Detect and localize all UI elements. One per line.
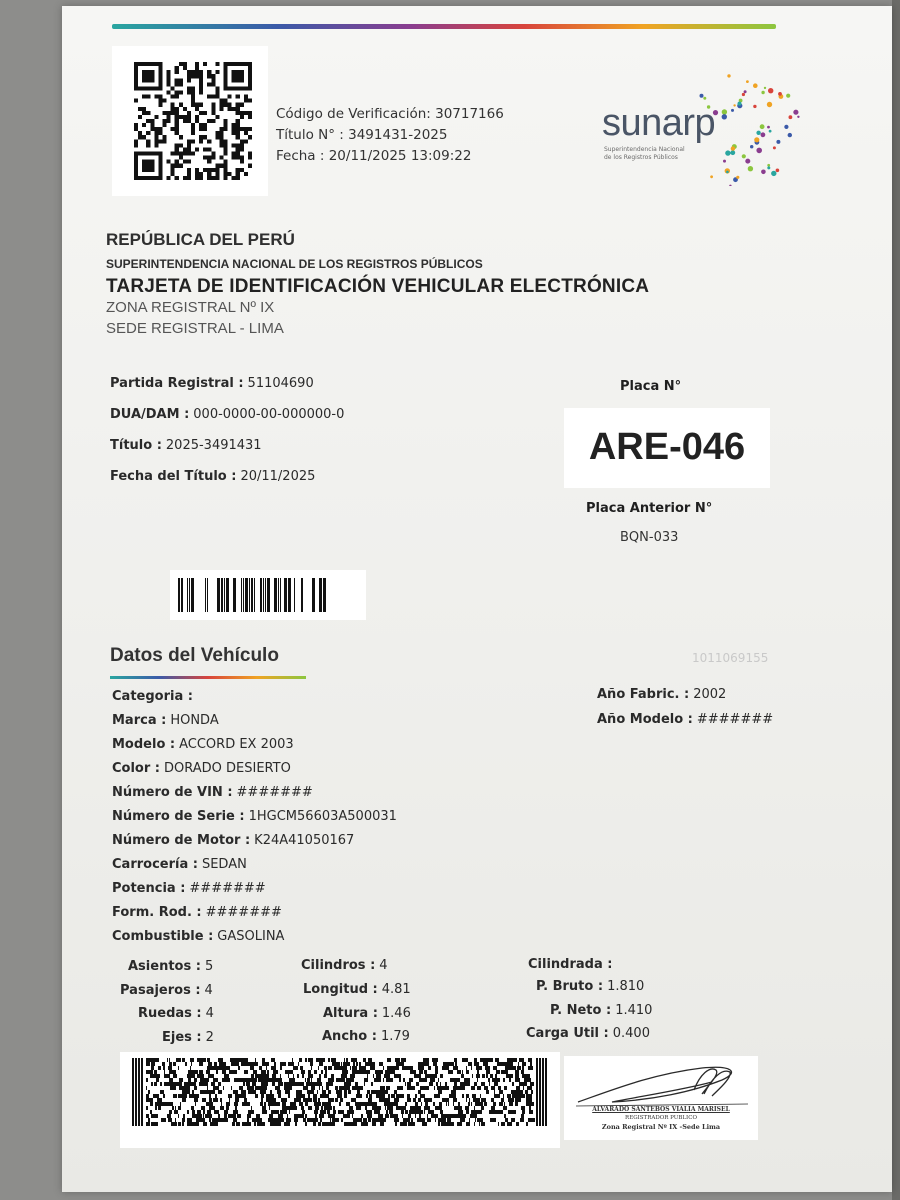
header-tarjeta: TARJETA DE IDENTIFICACIÓN VEHICULAR ELECTRÓNICA bbox=[106, 276, 650, 297]
peso-neto: P. Neto : 1.410 bbox=[550, 1003, 653, 1018]
ruedas: Ruedas : 4 bbox=[138, 1006, 214, 1021]
marca: Marca : HONDA bbox=[112, 713, 219, 728]
sunarp-logo bbox=[590, 66, 800, 186]
header-zona: ZONA REGISTRAL Nº IX bbox=[106, 299, 275, 316]
signature-zona: Zona Registral Nº IX -Sede Lima bbox=[601, 1123, 721, 1131]
placa-number: ARE-046 bbox=[588, 426, 746, 468]
longitud: Longitud : 4.81 bbox=[303, 982, 411, 997]
dua-dam: DUA/DAM : 000-0000-00-000000-0 bbox=[110, 407, 345, 422]
sunarp-logo-subtitle: Superintendencia Nacional de los Registros Públicos bbox=[604, 146, 685, 161]
potencia: Potencia : ####### bbox=[112, 881, 266, 896]
peso-bruto: P. Bruto : 1.810 bbox=[536, 979, 645, 994]
placa-anterior-value: BQN-033 bbox=[620, 530, 679, 545]
barcode-icon bbox=[178, 578, 326, 612]
signature-name: ALVARADO SANTEBOS VIALIA MARISEL bbox=[592, 1106, 730, 1113]
anio-modelo: Año Modelo : ####### bbox=[597, 712, 774, 727]
modelo: Modelo : ACCORD EX 2003 bbox=[112, 737, 294, 752]
asientos: Asientos : 5 bbox=[128, 959, 214, 974]
color: Color : DORADO DESIERTO bbox=[112, 761, 291, 776]
titulo: Título : 2025-3491431 bbox=[110, 438, 262, 453]
header-superintendencia: SUPERINTENDENCIA NACIONAL DE LOS REGISTROS PÚBLICOS bbox=[106, 257, 483, 271]
header-sede: SEDE REGISTRAL - LIMA bbox=[106, 320, 284, 337]
numero-motor: Número de Motor : K24A41050167 bbox=[112, 833, 355, 848]
categoria: Categoria : bbox=[112, 689, 193, 704]
ejes: Ejes : 2 bbox=[162, 1030, 214, 1045]
pasajeros: Pasajeros : 4 bbox=[120, 983, 213, 998]
combustible: Combustible : GASOLINA bbox=[112, 929, 285, 944]
pdf417-barcode-icon bbox=[132, 1058, 548, 1126]
placa-label: Placa N° bbox=[620, 379, 682, 394]
cilindros: Cilindros : 4 bbox=[301, 958, 388, 973]
placa-box bbox=[564, 408, 770, 488]
sunarp-logo-text: sunarp bbox=[602, 102, 716, 144]
placa-anterior-label: Placa Anterior N° bbox=[586, 501, 713, 516]
numero-vin: Número de VIN : ####### bbox=[112, 785, 313, 800]
form-rod: Form. Rod. : ####### bbox=[112, 905, 282, 920]
verification-code: Código de Verificación: 30717166 bbox=[276, 106, 504, 122]
carroceria: Carrocería : SEDAN bbox=[112, 857, 247, 872]
verification-fecha: Fecha : 20/11/2025 13:09:22 bbox=[276, 148, 472, 164]
partida-registral: Partida Registral : 51104690 bbox=[110, 376, 314, 391]
carga-util: Carga Util : 0.400 bbox=[526, 1026, 650, 1041]
qr-code-icon bbox=[134, 62, 252, 180]
signature-icon bbox=[572, 1060, 752, 1108]
qr-code-panel bbox=[112, 46, 268, 196]
verification-titulo: Título N° : 3491431-2025 bbox=[276, 127, 448, 143]
section-underline bbox=[110, 676, 306, 679]
barcode-pdf417 bbox=[120, 1052, 560, 1148]
background-edge bbox=[892, 0, 900, 1200]
ancho: Ancho : 1.79 bbox=[322, 1029, 410, 1044]
rainbow-top-line bbox=[112, 24, 776, 29]
barcode-small bbox=[170, 570, 366, 620]
anio-fabricacion: Año Fabric. : 2002 bbox=[597, 687, 727, 702]
numero-serie: Número de Serie : 1HGCM56603A500031 bbox=[112, 809, 397, 824]
verification-info bbox=[276, 104, 504, 167]
signature-block bbox=[564, 1056, 758, 1140]
signature-role: REGISTRADOR PUBLICO bbox=[625, 1115, 697, 1121]
altura: Altura : 1.46 bbox=[323, 1006, 411, 1021]
document-serial: 1011069155 bbox=[692, 651, 769, 665]
cilindrada: Cilindrada : bbox=[528, 957, 613, 972]
header-republica: REPÚBLICA DEL PERÚ bbox=[106, 230, 295, 249]
section-title-datos-vehiculo: Datos del Vehículo bbox=[110, 645, 279, 666]
fecha-titulo: Fecha del Título : 20/11/2025 bbox=[110, 469, 316, 484]
